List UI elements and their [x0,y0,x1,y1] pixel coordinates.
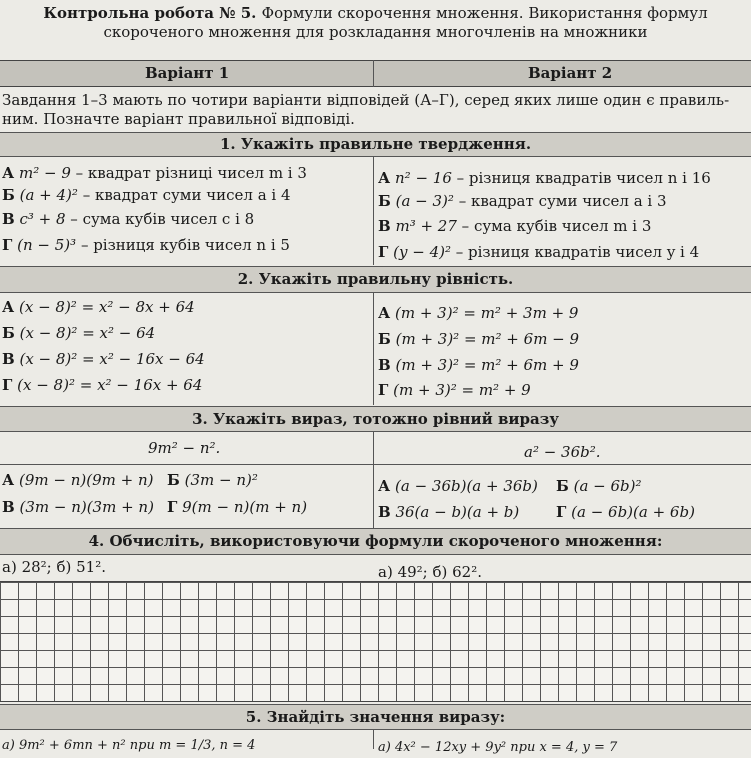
page-title [0,4,751,42]
task2-heading: 2. Укажіть правильну рівність. [0,266,751,293]
task3-v2-option-c: В 36(a − b)(a + b) [378,503,520,521]
task3-v1-option-b: Б (3m − n)² [167,471,258,489]
answer-grid[interactable] [0,581,751,702]
task2-v2-option-c: В (m + 3)² = m² + 6m + 9 [378,356,579,374]
task5-v2-partial: а) 4x² − 12xy + 9y² при x = 4, y = 7 [378,740,618,755]
task1-v1-option-c: В c³ + 8 – сума кубів чисел c і 8 [2,210,255,228]
task3-v1-option-d: Г 9(m − n)(m + n) [167,498,308,516]
task3-heading: 3. Укажіть вираз, тотожно рівний виразу [0,406,751,432]
variant-1-label: Варіант 1 [145,64,230,82]
task2-v1-option-b: Б (x − 8)² = x² − 64 [2,324,156,342]
task3-v2-option-d: Г (a − 6b)(a + 6b) [556,503,695,521]
task5-heading: 5. Знайдіть значення виразу: [0,704,751,730]
task4-heading: 4. Обчисліть, використовуючи формули скороченого множення: [0,528,751,555]
task1-v1-option-d: Г (n − 5)³ – різниця кубів чисел n і 5 [2,236,290,254]
title-rest: Формули скорочення множення. Використання формул [261,4,708,22]
variant-2-label: Варіант 2 [528,64,613,82]
task3-v2-option-b: Б (a − 6b)² [556,477,642,495]
task1-v1-option-a: А m² − 9 – квадрат різниці чисел m і 3 [2,164,307,182]
task1-heading: 1. Укажіть правильне твердження. [0,132,751,157]
task3-v2-expression: a² − 36b². [524,443,601,461]
task2-v2-option-b: Б (m + 3)² = m² + 6m − 9 [378,330,580,348]
task1-v2-option-c: В m³ + 27 – сума кубів чисел m і 3 [378,217,652,235]
title-bold: Контрольна робота № 5. [43,4,257,22]
rule [0,464,751,465]
title-line2: скороченого множення для розкладання многочленів на множники [103,23,648,41]
task3-v2-option-a: А (a − 36b)(a + 36b) [378,477,538,495]
divider [373,432,374,528]
divider [373,293,374,405]
task1-v1-option-b: Б (a + 4)² – квадрат суми чисел a і 4 [2,186,291,204]
task1-v2-option-b: Б (a − 3)² – квадрат суми чисел a і 3 [378,192,667,210]
task4-v2-items: а) 49²; б) 62². [378,563,483,581]
task3-v1-option-a: А (9m − n)(9m + n) [2,471,154,489]
task1-v2-option-a: А n² − 16 – різниця квадратів чисел n і 16 [378,169,711,187]
task2-v1-option-a: А (x − 8)² = x² − 8x + 64 [2,298,195,316]
task2-v2-option-d: Г (m + 3)² = m² + 9 [378,381,531,399]
instructions-line1: Завдання 1–3 мають по чотири варіанти відповідей (А–Г), серед яких лише один є правиль- [2,91,730,109]
task4-v1-items: а) 28²; б) 51². [2,558,107,576]
task2-v1-option-c: В (x − 8)² = x² − 16x − 64 [2,350,205,368]
variant-header [0,60,751,87]
task2-v2-option-a: А (m + 3)² = m² + 3m + 9 [378,304,579,322]
instructions-line2: ним. Позначте варіант правильної відповіді. [2,110,355,128]
instructions [2,91,748,129]
divider [373,157,374,265]
task5-v1-partial: а) 9m² + 6mn + n² при m = 1/3, n = 4 [2,738,256,753]
task3-v1-option-c: В (3m − n)(3m + n) [2,498,154,516]
divider [373,60,374,87]
task2-v1-option-d: Г (x − 8)² = x² − 16x + 64 [2,376,203,394]
task3-v1-expression: 9m² − n². [148,439,221,457]
task1-v2-option-d: Г (y − 4)² – різниця квадратів чисел y і 4 [378,243,700,261]
divider [373,730,374,749]
